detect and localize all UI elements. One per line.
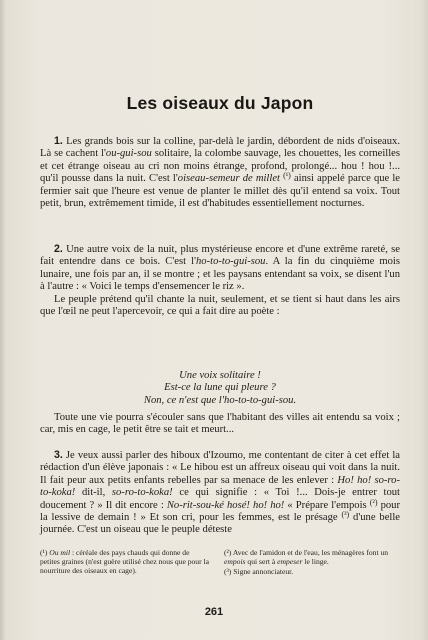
italic-run: empeser (277, 557, 303, 567)
paragraph-2-continued: Toute une vie pourra s'écouler sans que l'habitant des villes ait entendu sa voix ; car, mis en cage, le petit être se tait et meurt... (40, 412, 400, 436)
italic-run: empois (224, 557, 246, 567)
text-run: dit-il, (75, 487, 112, 499)
italic-run: Ho! ho! so-ro-to-koka! (40, 474, 400, 499)
text-run: d'une belle journée. C'est un oiseau que le peuple déteste (40, 512, 400, 536)
footnote-ref: (²) (369, 497, 378, 507)
footnote-ref: (³) (341, 510, 350, 520)
text-run: Le peuple prétend qu'il chante la nuit, seulement, et se tient si haut dans les airs que l'œil ne peut l'apercevoir, ce qui a fait dire au poète : (40, 293, 400, 318)
italic-run: ho-to-to-gui-sou (196, 256, 266, 268)
text-run: . A la fin du cinquième mois lunaire, une fois par an, il se montre ; et les paysans entendant sa voix, se disent l'un à l'autre : « Voici le temps d'ensemencer le riz ». (40, 256, 400, 293)
italic-run: No-rit-sou-ké hosé! ho! ho! (166, 499, 285, 511)
paragraph-number: 2. (54, 243, 63, 255)
footnote-3: (³) Signe annonciateur. (224, 567, 294, 577)
paragraph-2 (40, 243, 400, 318)
footnote-2 (224, 548, 398, 566)
poem-line: Non, ce n'est que l'ho-to-to-gui-sou. (143, 394, 297, 406)
paragraph-3 (40, 449, 400, 537)
text-run: Une autre voix de la nuit, plus mystérieuse encore et d'une extrême rareté, se fait entendre dans ce bois. C'est l' (40, 244, 400, 268)
poem-line: Est-ce la lune qui pleure ? (164, 382, 276, 394)
text-run: ce qui signifie : « Toi !... Dois-je entrer tout doucement ? » Il dit encore : (40, 487, 400, 511)
text-run: (¹) (40, 548, 50, 557)
text-run: pour la lessive de demain ! » Et son cri, pour les femmes, est le présage (40, 499, 400, 524)
text-run: « Prépare l'empois (284, 499, 370, 511)
footnote-1 (40, 548, 210, 576)
text-run: qui sert à (245, 557, 278, 567)
text-run: (²) Avec de l'amidon et de l'eau, les ménagères font un (224, 548, 389, 557)
text-run: : céréale des pays chauds qui donne de petites graines (n'est guère utilisé chez nous que pour la nourriture des oiseaux en cage). (40, 548, 210, 576)
italic-run: so-ro-to-koka! (111, 487, 173, 499)
footnotes-right (224, 548, 398, 578)
italic-run: Ou mil (49, 548, 71, 557)
page-number: 261 (204, 606, 224, 618)
footnote-ref: (¹) (283, 171, 291, 181)
text-run: Je veux aussi parler des hiboux d'Izoumo, me contentant de citer à cet effet la rédaction d'un élève japonais : « Le hibou est un affreux oiseau qui voit dans la nuit. Il fait peur aux petits enfants rebelles par sa menace de les enlever : (40, 450, 400, 486)
paragraph-1 (40, 135, 400, 210)
poem (40, 370, 400, 407)
page-title: Les oiseaux du Japon (126, 93, 314, 113)
text-run: le linge. (302, 557, 329, 567)
italic-run: oiseau-semeur de millet (177, 173, 280, 185)
paragraph-number: 3. (54, 449, 63, 461)
text-run: solitaire, la colombe sauvage, les chouettes, les corneilles et cet étrange oiseau au cri non moins étrange, profond, prolongé... hou ! hou !... qu'il pousse dans la nuit. C'est l' (40, 148, 400, 185)
italic-run: ou-gui-sou (105, 148, 152, 160)
poem-line: Une voix solitaire ! (179, 370, 261, 381)
text-run: ainsi appelé parce que le fermier sait que l'heure est venue de planter le millet dès qu'il entend sa voix. Tout petit, brun, extrêmement timide, il est d'habitudes essentiellement nocturnes. (40, 173, 401, 210)
text-run: Les grands bois sur la colline, par-delà le jardin, débordent de nids d'oiseaux. Là se cachent l' (40, 136, 400, 160)
paragraph-number: 1. (54, 135, 63, 147)
